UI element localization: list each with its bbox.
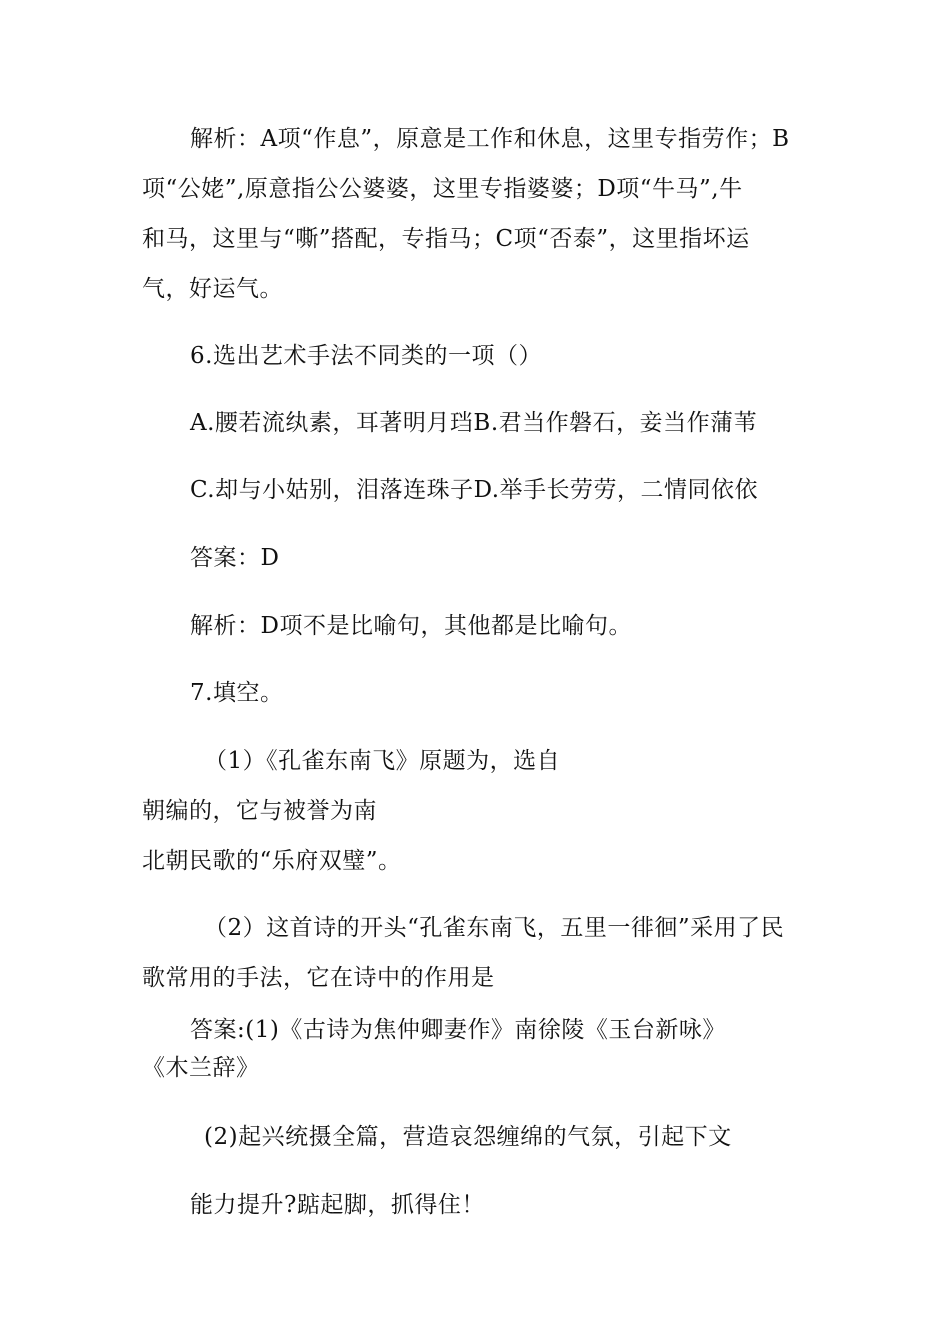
analysis-5-line-2: 项“公姥”,原意指公公婆婆，这里专指婆婆；D项“牛马”,牛 [142, 176, 743, 202]
question-7-part-2-line-1: （2）这首诗的开头“孔雀东南飞，五里一徘徊”采用了民 [204, 915, 785, 941]
question-7-answer-line-1: 答案:(1)《古诗为焦仲卿妻作》南徐陵《玉台新咏》 [190, 1017, 726, 1043]
section-heading-ability: 能力提升?踮起脚，抓得住！ [190, 1192, 485, 1218]
question-7-part-1-line-2: 朝编的，它与被誉为南 [142, 798, 377, 824]
question-7-answer-part-2: (2)起兴统摄全篇，营造哀怨缠绵的气氛，引起下文 [204, 1124, 732, 1150]
analysis-5-line-1: 解析：A项“作息”，原意是工作和休息，这里专指劳作；B [190, 126, 790, 152]
question-7-stem: 7.填空。 [190, 680, 284, 706]
question-7-part-1-line-3: 北朝民歌的“乐府双璧”。 [142, 848, 402, 874]
analysis-5-line-3: 和马，这里与“嘶”搭配，专指马；C项“否泰”，这里指坏运 [142, 226, 750, 252]
question-6-options-ab: A.腰若流纨素，耳著明月珰B.君当作磐石，妾当作蒲苇 [190, 410, 758, 436]
question-7-part-2-line-2: 歌常用的手法，它在诗中的作用是 [142, 965, 495, 991]
question-6-stem: 6.选出艺术手法不同类的一项（） [190, 343, 542, 369]
question-7-answer-line-2: 《木兰辞》 [142, 1055, 260, 1081]
question-6-answer: 答案：D [190, 545, 280, 571]
question-6-analysis: 解析：D项不是比喻句，其他都是比喻句。 [190, 613, 632, 639]
question-7-part-1-line-1: （1）《孔雀东南飞》原题为，选自 [204, 748, 561, 774]
analysis-5-line-4: 气，好运气。 [142, 276, 283, 302]
question-6-options-cd: C.却与小姑别，泪落连珠子D.举手长劳劳，二情同依依 [190, 477, 759, 503]
